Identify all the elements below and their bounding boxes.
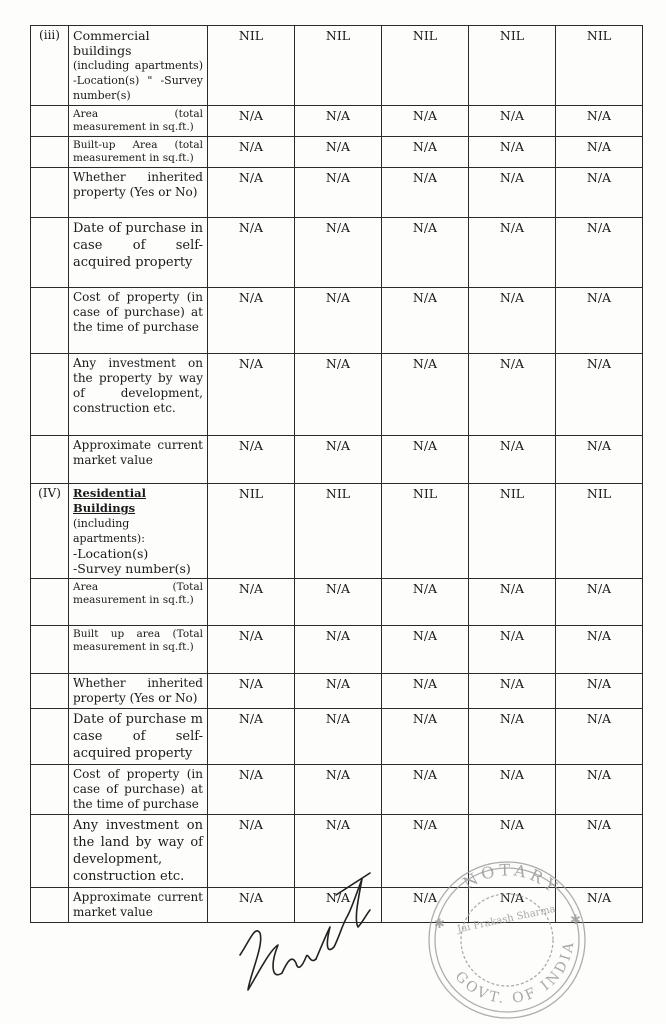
section-subtitle: (including apartments): <box>73 517 145 545</box>
section-number: (iii) <box>31 26 69 106</box>
table-row <box>31 579 643 626</box>
table-row <box>31 626 643 674</box>
value-cell: N/A <box>208 709 295 765</box>
value-cell: N/A <box>382 168 469 218</box>
table-row <box>31 288 643 354</box>
value-cell: N/A <box>556 436 643 484</box>
value-cell: N/A <box>556 709 643 765</box>
row-label: Date of purchase m case of self-acquired property <box>69 709 208 765</box>
row-label: Built-up Area (total measurement in sq.ft.) <box>69 137 208 168</box>
value-cell: N/A <box>208 815 295 888</box>
value-cell: N/A <box>382 137 469 168</box>
star-icon: ✱ <box>434 917 445 932</box>
row-label: Area (Total measurement in sq.ft.) <box>69 579 208 626</box>
value-cell: NIL <box>382 484 469 579</box>
section-title: Commercial buildings <box>73 28 150 58</box>
value-cell: N/A <box>295 815 382 888</box>
value-cell: N/A <box>556 354 643 436</box>
value-cell: N/A <box>208 137 295 168</box>
value-cell: N/A <box>295 626 382 674</box>
table-row <box>31 106 643 137</box>
value-cell: N/A <box>208 436 295 484</box>
section-title: Residential Buildings <box>73 486 146 515</box>
value-cell: NIL <box>295 26 382 106</box>
value-cell: N/A <box>556 106 643 137</box>
row-label: Whether inherited property (Yes or No) <box>69 674 208 709</box>
value-cell: N/A <box>382 626 469 674</box>
value-cell: N/A <box>556 288 643 354</box>
value-cell: N/A <box>556 765 643 815</box>
value-cell: N/A <box>208 168 295 218</box>
value-cell: N/A <box>469 579 556 626</box>
table-row <box>31 484 643 579</box>
value-cell: N/A <box>295 709 382 765</box>
value-cell: NIL <box>208 26 295 106</box>
notary-stamp <box>420 850 595 1020</box>
value-cell: N/A <box>208 888 295 923</box>
table-row <box>31 436 643 484</box>
value-cell: N/A <box>208 765 295 815</box>
value-cell: N/A <box>469 354 556 436</box>
value-cell: N/A <box>295 436 382 484</box>
row-label: Any investment on the land by way of development, construction etc. <box>69 815 208 888</box>
value-cell: N/A <box>469 888 556 923</box>
value-cell: N/A <box>556 218 643 288</box>
value-cell: N/A <box>556 168 643 218</box>
row-label: Date of purchase in case of self-acquired property <box>69 218 208 288</box>
value-cell: N/A <box>382 765 469 815</box>
value-cell: N/A <box>469 288 556 354</box>
value-cell: N/A <box>556 815 643 888</box>
value-cell: N/A <box>208 218 295 288</box>
table-row <box>31 354 643 436</box>
value-cell: N/A <box>295 106 382 137</box>
section-title-cell <box>69 484 208 579</box>
table-row <box>31 168 643 218</box>
section-title-cell <box>69 26 208 106</box>
value-cell: N/A <box>382 888 469 923</box>
value-cell: N/A <box>295 168 382 218</box>
section-subtitle: (including apartments) -Location(s) " -Survey number(s) <box>73 59 203 102</box>
row-label: Cost of property (in case of purchase) at the time of purchase <box>69 765 208 815</box>
value-cell: N/A <box>469 168 556 218</box>
value-cell: N/A <box>556 579 643 626</box>
value-cell: N/A <box>382 106 469 137</box>
stamp-bottom-text: GOVT. OF INDIA <box>451 938 578 1007</box>
table-row <box>31 709 643 765</box>
value-cell: N/A <box>208 626 295 674</box>
value-cell: N/A <box>295 218 382 288</box>
value-cell: N/A <box>556 888 643 923</box>
value-cell: NIL <box>556 26 643 106</box>
stamp-top-text: NOTARY <box>459 860 564 899</box>
value-cell: N/A <box>382 288 469 354</box>
value-cell: N/A <box>295 579 382 626</box>
value-cell: NIL <box>295 484 382 579</box>
row-label: Approximate current market value <box>69 436 208 484</box>
value-cell: N/A <box>382 674 469 709</box>
value-cell: N/A <box>382 436 469 484</box>
table-row <box>31 674 643 709</box>
value-cell: N/A <box>469 218 556 288</box>
value-cell: N/A <box>469 765 556 815</box>
value-cell: N/A <box>382 354 469 436</box>
value-cell: N/A <box>295 137 382 168</box>
value-cell: N/A <box>208 288 295 354</box>
value-cell: N/A <box>382 709 469 765</box>
value-cell: N/A <box>208 674 295 709</box>
star-icon: ✱ <box>570 913 581 928</box>
row-label: Area (total measurement in sq.ft.) <box>69 106 208 137</box>
value-cell: N/A <box>295 674 382 709</box>
value-cell: N/A <box>382 815 469 888</box>
value-cell: NIL <box>469 26 556 106</box>
value-cell: N/A <box>469 436 556 484</box>
value-cell: N/A <box>469 106 556 137</box>
row-label: Approximate current market value <box>69 888 208 923</box>
value-cell: N/A <box>208 106 295 137</box>
row-label: Cost of property (in case of purchase) at the time of purchase <box>69 288 208 354</box>
value-cell: NIL <box>556 484 643 579</box>
value-cell: N/A <box>382 218 469 288</box>
value-cell: NIL <box>469 484 556 579</box>
value-cell: N/A <box>556 626 643 674</box>
value-cell: N/A <box>469 626 556 674</box>
value-cell: N/A <box>469 709 556 765</box>
row-label: Whether inherited property (Yes or No) <box>69 168 208 218</box>
table-row <box>31 765 643 815</box>
row-label: Built up area (Total measurement in sq.ft.) <box>69 626 208 674</box>
value-cell: N/A <box>382 579 469 626</box>
signature-image <box>230 855 380 1005</box>
value-cell: NIL <box>208 484 295 579</box>
property-table <box>30 25 643 923</box>
value-cell: N/A <box>208 579 295 626</box>
value-cell: N/A <box>556 674 643 709</box>
value-cell: N/A <box>295 354 382 436</box>
table-row <box>31 218 643 288</box>
section-number: (IV) <box>31 484 69 579</box>
value-cell: N/A <box>295 288 382 354</box>
value-cell: N/A <box>295 765 382 815</box>
row-label: Any investment on the property by way of development, construction etc. <box>69 354 208 436</box>
value-cell: N/A <box>208 354 295 436</box>
section-location: -Location(s) <box>73 546 149 561</box>
value-cell: N/A <box>295 888 382 923</box>
table-row <box>31 137 643 168</box>
value-cell: NIL <box>382 26 469 106</box>
value-cell: N/A <box>469 137 556 168</box>
value-cell: N/A <box>469 674 556 709</box>
table-row <box>31 26 643 106</box>
section-survey: -Survey number(s) <box>73 561 191 576</box>
value-cell: N/A <box>556 137 643 168</box>
value-cell: N/A <box>469 815 556 888</box>
stamp-name-text: Jai Prakash Sharma <box>456 903 557 936</box>
